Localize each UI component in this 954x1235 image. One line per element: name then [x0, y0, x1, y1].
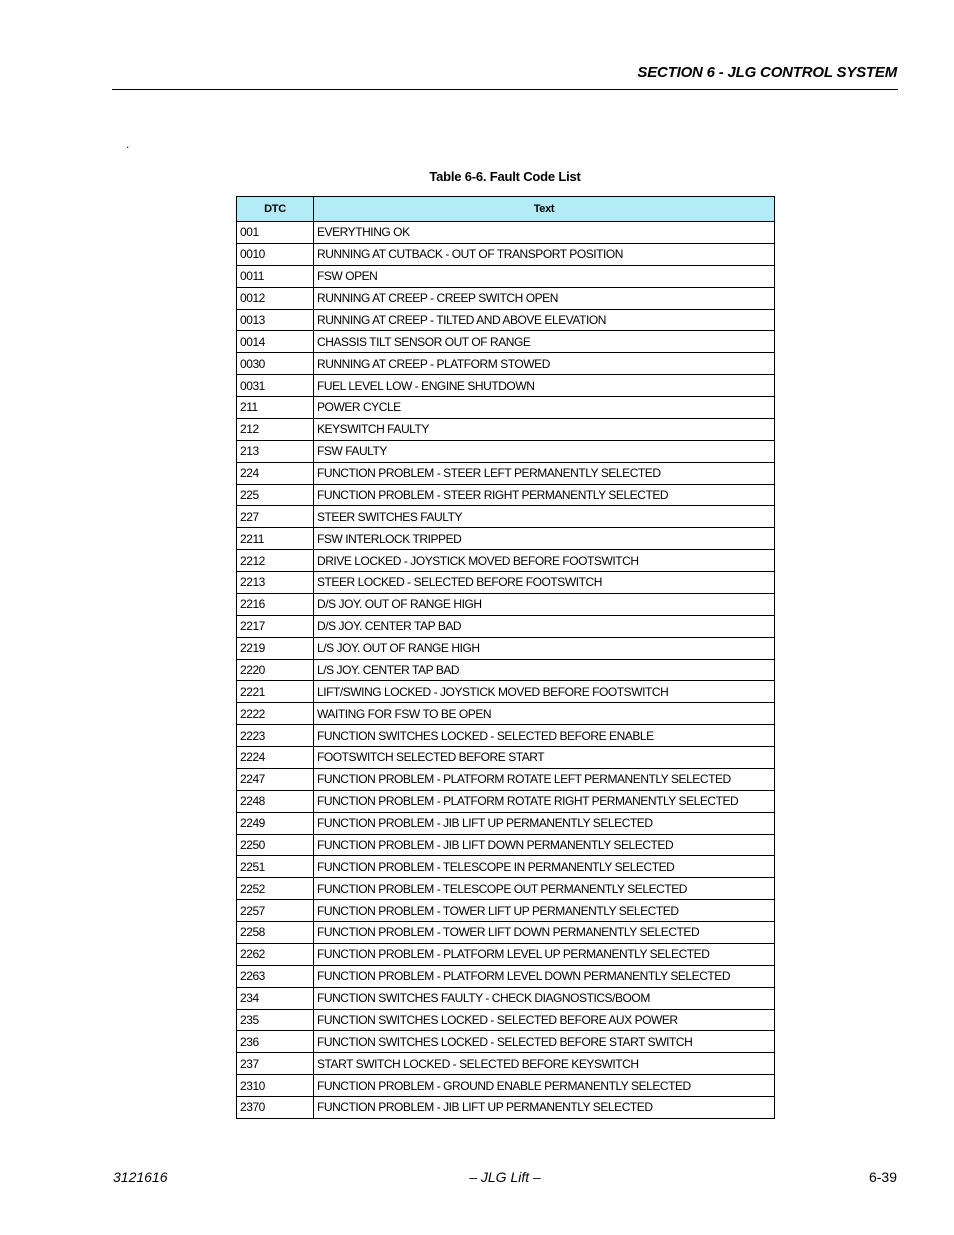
fault-text-cell: STEER SWITCHES FAULTY [314, 506, 775, 528]
table-row [237, 440, 775, 462]
section-title: SECTION 6 - JLG CONTROL SYSTEM [637, 64, 897, 81]
fault-text-cell: FUNCTION PROBLEM - PLATFORM LEVEL UP PERMANENTLY SELECTED [314, 943, 775, 965]
table-row [237, 506, 775, 528]
dtc-code-cell: 213 [237, 440, 314, 462]
document-number: 3121616 [113, 1169, 168, 1185]
dtc-code-cell: 212 [237, 418, 314, 440]
dtc-code-cell: 237 [237, 1053, 314, 1075]
fault-text-cell: FUNCTION SWITCHES FAULTY - CHECK DIAGNOSTICS/BOOM [314, 987, 775, 1009]
table-row [237, 812, 775, 834]
fault-text-cell: START SWITCH LOCKED - SELECTED BEFORE KEYSWITCH [314, 1053, 775, 1075]
fault-text-cell: LIFT/SWING LOCKED - JOYSTICK MOVED BEFORE FOOTSWITCH [314, 681, 775, 703]
dtc-code-cell: 2216 [237, 593, 314, 615]
header-divider [112, 89, 898, 90]
dtc-code-cell: 224 [237, 462, 314, 484]
dtc-code-cell: 2212 [237, 550, 314, 572]
dtc-code-cell: 001 [237, 222, 314, 244]
dtc-code-cell: 2220 [237, 659, 314, 681]
table-row [237, 834, 775, 856]
dtc-code-cell: 2263 [237, 965, 314, 987]
fault-text-cell: FUNCTION PROBLEM - PLATFORM ROTATE LEFT PERMANENTLY SELECTED [314, 768, 775, 790]
fault-text-cell: D/S JOY. OUT OF RANGE HIGH [314, 593, 775, 615]
table-header-row [237, 197, 775, 222]
fault-text-cell: RUNNING AT CREEP - CREEP SWITCH OPEN [314, 287, 775, 309]
table-row [237, 528, 775, 550]
dtc-code-cell: 2257 [237, 900, 314, 922]
fault-text-cell: FUNCTION PROBLEM - JIB LIFT UP PERMANENTLY SELECTED [314, 1097, 775, 1119]
fault-text-cell: L/S JOY. OUT OF RANGE HIGH [314, 637, 775, 659]
table-row [237, 659, 775, 681]
dtc-code-cell: 0010 [237, 243, 314, 265]
page-number: 6-39 [868, 1169, 897, 1185]
fault-text-cell: EVERYTHING OK [314, 222, 775, 244]
column-header-dtc: DTC [237, 197, 314, 222]
dtc-code-cell: 2252 [237, 878, 314, 900]
table-row [237, 309, 775, 331]
fault-text-cell: FUNCTION PROBLEM - STEER LEFT PERMANENTLY SELECTED [314, 462, 775, 484]
fault-text-cell: FUNCTION PROBLEM - GROUND ENABLE PERMANENTLY SELECTED [314, 1075, 775, 1097]
table-row [237, 856, 775, 878]
table-header [237, 197, 775, 222]
table-row [237, 593, 775, 615]
fault-text-cell: FUNCTION PROBLEM - JIB LIFT DOWN PERMANENTLY SELECTED [314, 834, 775, 856]
table-row [237, 1075, 775, 1097]
dtc-code-cell: 2258 [237, 922, 314, 944]
table-row [237, 878, 775, 900]
dtc-code-cell: 2223 [237, 725, 314, 747]
table-row [237, 550, 775, 572]
dtc-code-cell: 2219 [237, 637, 314, 659]
dtc-code-cell: 0013 [237, 309, 314, 331]
dtc-code-cell: 2224 [237, 747, 314, 769]
table-row [237, 462, 775, 484]
fault-text-cell: CHASSIS TILT SENSOR OUT OF RANGE [314, 331, 775, 353]
table-row [237, 725, 775, 747]
dtc-code-cell: 2211 [237, 528, 314, 550]
dtc-code-cell: 2310 [237, 1075, 314, 1097]
table-row [237, 615, 775, 637]
table-row [237, 768, 775, 790]
table-row [237, 222, 775, 244]
fault-text-cell: WAITING FOR FSW TO BE OPEN [314, 703, 775, 725]
table-row [237, 790, 775, 812]
table-row [237, 965, 775, 987]
dtc-code-cell: 2213 [237, 572, 314, 594]
dtc-code-cell: 2217 [237, 615, 314, 637]
dtc-code-cell: 2248 [237, 790, 314, 812]
dtc-code-cell: 2249 [237, 812, 314, 834]
fault-text-cell: KEYSWITCH FAULTY [314, 418, 775, 440]
table-row [237, 747, 775, 769]
table-caption: Table 6-6. Fault Code List [429, 169, 581, 184]
fault-text-cell: RUNNING AT CREEP - TILTED AND ABOVE ELEVATION [314, 309, 775, 331]
table-row [237, 484, 775, 506]
fault-text-cell: FUNCTION SWITCHES LOCKED - SELECTED BEFORE ENABLE [314, 725, 775, 747]
fault-text-cell: FUNCTION PROBLEM - JIB LIFT UP PERMANENTLY SELECTED [314, 812, 775, 834]
dtc-code-cell: 234 [237, 987, 314, 1009]
dtc-code-cell: 2370 [237, 1097, 314, 1119]
dtc-code-cell: 2250 [237, 834, 314, 856]
fault-text-cell: FUNCTION PROBLEM - TELESCOPE OUT PERMANENTLY SELECTED [314, 878, 775, 900]
fault-text-cell: FUNCTION PROBLEM - PLATFORM ROTATE RIGHT PERMANENTLY SELECTED [314, 790, 775, 812]
table-row [237, 243, 775, 265]
fault-text-cell: DRIVE LOCKED - JOYSTICK MOVED BEFORE FOOTSWITCH [314, 550, 775, 572]
table-row [237, 331, 775, 353]
table-row [237, 900, 775, 922]
dtc-code-cell: 227 [237, 506, 314, 528]
fault-text-cell: FOOTSWITCH SELECTED BEFORE START [314, 747, 775, 769]
table-row [237, 397, 775, 419]
fault-text-cell: FSW FAULTY [314, 440, 775, 462]
fault-text-cell: FSW OPEN [314, 265, 775, 287]
table-row [237, 287, 775, 309]
fault-text-cell: STEER LOCKED - SELECTED BEFORE FOOTSWITCH [314, 572, 775, 594]
table-row [237, 1053, 775, 1075]
table-row [237, 375, 775, 397]
dtc-code-cell: 211 [237, 397, 314, 419]
dtc-code-cell: 0031 [237, 375, 314, 397]
dtc-code-cell: 236 [237, 1031, 314, 1053]
table-body [237, 222, 775, 1119]
table-row [237, 703, 775, 725]
table-row [237, 681, 775, 703]
fault-text-cell: RUNNING AT CREEP - PLATFORM STOWED [314, 353, 775, 375]
fault-text-cell: FUNCTION PROBLEM - STEER RIGHT PERMANENTLY SELECTED [314, 484, 775, 506]
table-row [237, 987, 775, 1009]
dtc-code-cell: 0011 [237, 265, 314, 287]
dtc-code-cell: 2262 [237, 943, 314, 965]
dtc-code-cell: 0014 [237, 331, 314, 353]
table-row [237, 1097, 775, 1119]
dtc-code-cell: 2251 [237, 856, 314, 878]
table-row [237, 353, 775, 375]
publisher-label: – JLG Lift – [469, 1169, 541, 1185]
table-row [237, 637, 775, 659]
fault-text-cell: FSW INTERLOCK TRIPPED [314, 528, 775, 550]
fault-text-cell: FUNCTION PROBLEM - PLATFORM LEVEL DOWN PERMANENTLY SELECTED [314, 965, 775, 987]
fault-text-cell: D/S JOY. CENTER TAP BAD [314, 615, 775, 637]
fault-text-cell: POWER CYCLE [314, 397, 775, 419]
stray-mark: . [126, 137, 130, 151]
table-row [237, 572, 775, 594]
fault-text-cell: L/S JOY. CENTER TAP BAD [314, 659, 775, 681]
dtc-code-cell: 235 [237, 1009, 314, 1031]
table-row [237, 922, 775, 944]
table-row [237, 265, 775, 287]
fault-text-cell: FUNCTION PROBLEM - TELESCOPE IN PERMANENTLY SELECTED [314, 856, 775, 878]
fault-code-table [236, 196, 775, 1119]
table-row [237, 943, 775, 965]
dtc-code-cell: 0030 [237, 353, 314, 375]
fault-text-cell: RUNNING AT CUTBACK - OUT OF TRANSPORT POSITION [314, 243, 775, 265]
table-row [237, 1009, 775, 1031]
fault-text-cell: FUNCTION SWITCHES LOCKED - SELECTED BEFORE START SWITCH [314, 1031, 775, 1053]
dtc-code-cell: 2222 [237, 703, 314, 725]
fault-text-cell: FUEL LEVEL LOW - ENGINE SHUTDOWN [314, 375, 775, 397]
dtc-code-cell: 225 [237, 484, 314, 506]
fault-text-cell: FUNCTION SWITCHES LOCKED - SELECTED BEFORE AUX POWER [314, 1009, 775, 1031]
dtc-code-cell: 0012 [237, 287, 314, 309]
dtc-code-cell: 2247 [237, 768, 314, 790]
fault-text-cell: FUNCTION PROBLEM - TOWER LIFT UP PERMANENTLY SELECTED [314, 900, 775, 922]
dtc-code-cell: 2221 [237, 681, 314, 703]
table-row [237, 418, 775, 440]
column-header-text: Text [314, 197, 775, 222]
fault-text-cell: FUNCTION PROBLEM - TOWER LIFT DOWN PERMANENTLY SELECTED [314, 922, 775, 944]
table-row [237, 1031, 775, 1053]
